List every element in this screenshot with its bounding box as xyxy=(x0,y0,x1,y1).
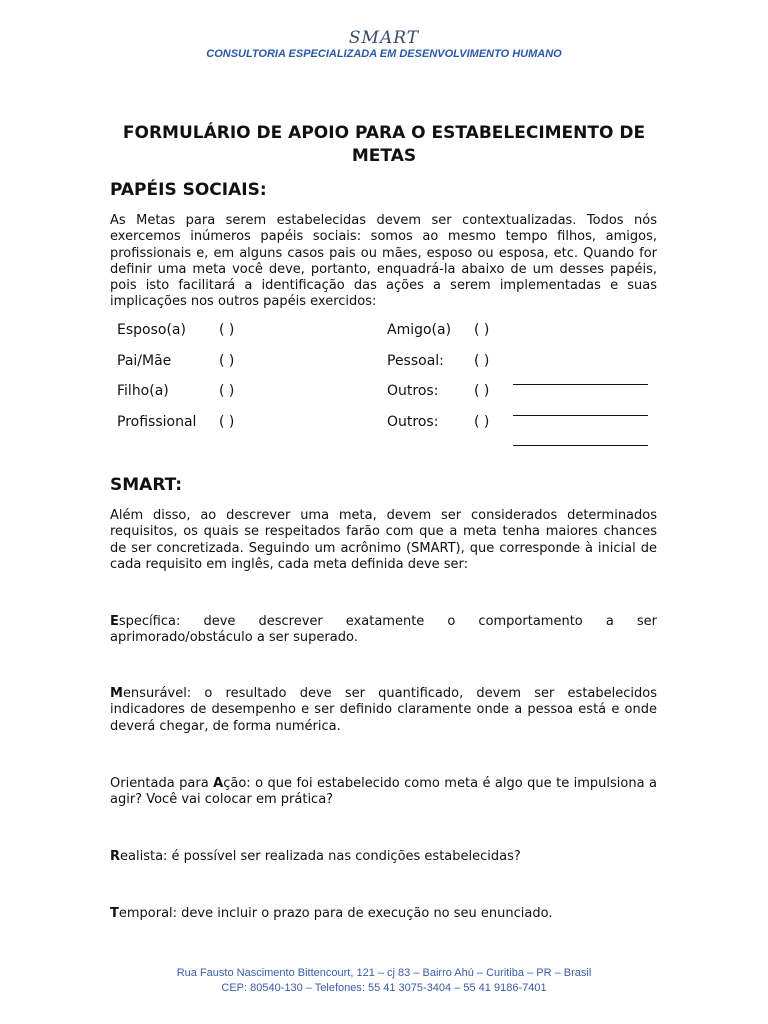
role-label: Pai/Mãe xyxy=(117,353,172,369)
role-checkbox[interactable]: ( ) xyxy=(219,414,235,430)
role-checkbox[interactable]: ( ) xyxy=(219,322,235,338)
footer-address xyxy=(0,966,768,996)
role-checkbox[interactable]: ( ) xyxy=(474,383,490,399)
blank-line[interactable] xyxy=(513,415,648,416)
footer-line-1: Rua Fausto Nascimento Bittencourt, 121 – cj 83 – Bairro Ahú – Curitiba – PR – Brasil xyxy=(176,967,592,979)
document-title: FORMULÁRIO DE APOIO PARA O ESTABELECIMENTO DE METAS xyxy=(122,123,646,166)
role-label: Esposo(a) xyxy=(117,322,186,338)
role-label: Amigo(a) xyxy=(387,322,452,338)
smart-criterion xyxy=(110,776,657,809)
criterion-text: ção: o que foi estabelecido como meta é algo que te impulsiona a agir? Você vai colocar em prática? xyxy=(110,776,657,808)
role-label: Outros: xyxy=(387,383,439,399)
criterion-text: ealista: é possível ser realizada nas condições estabelecidas? xyxy=(120,849,521,864)
smart-criterion xyxy=(110,849,657,865)
criterion-text: emporal: deve incluir o prazo para de execução no seu enunciado. xyxy=(118,906,553,921)
criterion-initial: E xyxy=(110,614,119,629)
section-text-smart: Além disso, ao descrever uma meta, devem ser considerados determinados requisitos, os quais se respeitados farão com que a meta tenha maiores chances de ser concretizada. Seguindo um acrônimo (SMART), que corresponde à inicial de cada requisito em inglês, cada meta definida deve ser: xyxy=(110,508,657,572)
role-label: Profissional xyxy=(117,414,197,430)
brand-logo: SMART xyxy=(348,28,420,48)
smart-criterion xyxy=(110,686,657,735)
criterion-text: specífica: deve descrever exatamente o comportamento a ser aprimorado/obstáculo a ser superado. xyxy=(110,614,657,646)
role-checkbox[interactable]: ( ) xyxy=(219,383,235,399)
role-checkbox[interactable]: ( ) xyxy=(474,414,490,430)
brand-subtitle: CONSULTORIA ESPECIALIZADA EM DESENVOLVIMENTO HUMANO xyxy=(206,48,562,60)
smart-criterion xyxy=(110,906,657,922)
role-label: Filho(a) xyxy=(117,383,169,399)
blank-line[interactable] xyxy=(513,445,648,446)
blank-line[interactable] xyxy=(513,384,648,385)
section-heading-papeis: PAPÉIS SOCIAIS: xyxy=(110,180,267,200)
smart-criterion xyxy=(110,614,657,647)
criterion-prefix: Orientada para xyxy=(110,776,214,791)
criterion-initial: T xyxy=(110,906,119,921)
footer-line-2: CEP: 80540-130 – Telefones: 55 41 3075-3404 – 55 41 9186-7401 xyxy=(221,982,547,994)
section-heading-smart: SMART: xyxy=(110,475,183,495)
role-label: Outros: xyxy=(387,414,439,430)
role-label: Pessoal: xyxy=(387,353,444,369)
criterion-initial: R xyxy=(110,849,121,864)
role-checkbox[interactable]: ( ) xyxy=(474,353,490,369)
criterion-initial: A xyxy=(213,776,224,791)
criterion-initial: M xyxy=(110,686,123,701)
role-checkbox[interactable]: ( ) xyxy=(474,322,490,338)
section-text-papeis: As Metas para serem estabelecidas devem ser contextualizadas. Todos nós exercemos inúmeros papéis sociais: somos ao mesmo tempo filhos, amigos, profissionais e, em alguns casos pais ou mães, esposo ou esposa, etc. Quando for definir uma meta você deve, portanto, enquadrá-la abaixo de um desses papéis, pois isto facilitará a identificação das ações a serem implementadas e suas implicações nos outros papéis exercidos: xyxy=(110,213,657,310)
criterion-text: ensurável: o resultado deve ser quantificado, devem ser estabelecidos indicadores de desempenho e ser definido claramente onde a pessoa está e onde deverá chegar, de forma numérica. xyxy=(110,686,657,734)
role-checkbox[interactable]: ( ) xyxy=(219,353,235,369)
